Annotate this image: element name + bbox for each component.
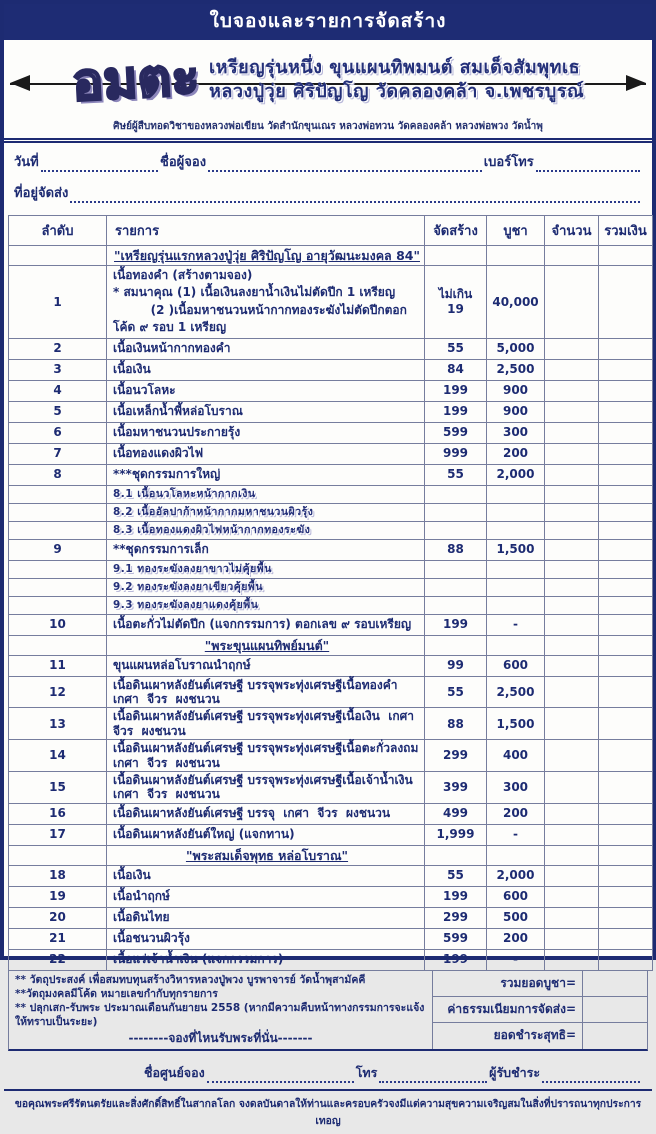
summary-row: [433, 997, 647, 1023]
table-row: [9, 676, 653, 708]
cell-desc: เนื้อดินเผาหลังยันต์เศรษฐี บรรจุ เกศา จีวร ผงชนวน: [107, 803, 425, 824]
cell-made: 399: [425, 771, 487, 803]
cell-qty[interactable]: [545, 949, 599, 970]
summary-net-value[interactable]: [582, 1023, 647, 1048]
section-row: [9, 845, 653, 865]
header-subtitle-2: หลวงปู่วุ่ย ศิริปัญโญ วัดคลองคล้า จ.เพชรบูรณ์: [208, 80, 585, 102]
form-title: ใบจองและรายการจัดสร้าง: [209, 10, 447, 32]
cell-price: [487, 521, 545, 539]
table-row: [9, 401, 653, 422]
table-row: [9, 740, 653, 772]
address-label: ที่อยู่จัดส่ง: [14, 186, 69, 201]
cell-total[interactable]: [599, 907, 653, 928]
cell-made: 599: [425, 928, 487, 949]
cell-no: 6: [9, 422, 107, 443]
cell-no: 16: [9, 803, 107, 824]
cell-desc: เนื้อตะกั่วไม่ตัดปีก (แจกกรรมการ) ตอกเลข ๙ รอบเหรียญ: [107, 614, 425, 635]
cell-no: 2: [9, 338, 107, 359]
table-row: [9, 539, 653, 560]
table-row: [9, 422, 653, 443]
cell-price: 600: [487, 886, 545, 907]
cell-desc: เนื้อดินไทย: [107, 907, 425, 928]
cell-desc: เนื้อนวโลหะ: [107, 380, 425, 401]
cell-made: [425, 560, 487, 578]
section-header: "เหรียญรุ่นแรกหลวงปู่วุ่ย ศิริปัญโญ อายุวัฒนะมงคล 84": [107, 246, 425, 266]
table-row: [9, 907, 653, 928]
section-header: "พระสมเด็จพุทธ หล่อโบราณ": [107, 845, 425, 865]
cell-no: 19: [9, 886, 107, 907]
cell-desc: เนื้อเหล็กน้ำพี้หล่อโบราณ: [107, 401, 425, 422]
cell-qty[interactable]: [545, 676, 599, 708]
cell-total[interactable]: [599, 246, 653, 266]
orderer-name-label: ชื่อผู้จอง: [160, 155, 207, 170]
cell-desc: เนื้อเงิน: [107, 359, 425, 380]
cell-qty[interactable]: [545, 578, 599, 596]
cell-no: 9: [9, 539, 107, 560]
cell-made: 199: [425, 401, 487, 422]
section-header: "พระขุนแผนทิพย์มนต์": [107, 635, 425, 655]
cell-total[interactable]: [599, 443, 653, 464]
cell-total[interactable]: [599, 803, 653, 824]
cell-qty[interactable]: [545, 401, 599, 422]
cell-no: 4: [9, 380, 107, 401]
table-row: [9, 560, 653, 578]
cell-desc: เนื้อนำฤกษ์: [107, 886, 425, 907]
cell-no: 22: [9, 949, 107, 970]
table-row: [9, 771, 653, 803]
cell-total[interactable]: [599, 596, 653, 614]
cell-desc: เนื้อทองคำ (สร้างตามจอง) * สมนาคุณ (1) เนื้อเงินลงยาน้ำเงินไม่ตัดปีก 1 เหรียญ (2 )เนื้อมหาชนวนหน้ากากทองระฆังไม่ตัดปีกตอกโค้ด ๙ รอบ 1 เหรียญ: [107, 266, 425, 339]
cell-desc: เนื้อดินเผาหลังยันต์เศรษฐี บรรจุพระทุ่งเศรษฐีเนื้อเจ้าน้ำเงิน เกศา จีวร ผงชนวน: [107, 771, 425, 803]
header-subtitles: [209, 58, 584, 102]
cell-price: -: [487, 824, 545, 845]
table-row: [9, 886, 653, 907]
cell-made: [425, 845, 487, 865]
cell-price: 2,000: [487, 865, 545, 886]
cell-made: 88: [425, 539, 487, 560]
cell-price: 5,000: [487, 338, 545, 359]
payee-label: ผู้รับชำระ: [489, 1064, 541, 1080]
cell-total[interactable]: [599, 635, 653, 655]
section-row: [9, 635, 653, 655]
table-row: [9, 824, 653, 845]
cell-total[interactable]: [599, 578, 653, 596]
cell-desc: 8.1 เนื้อนวโลหะหน้ากากเงิน: [107, 485, 425, 503]
cell-price: [487, 596, 545, 614]
cell-desc: ***ชุดกรรมการใหญ่: [107, 464, 425, 485]
cell-qty[interactable]: [545, 246, 599, 266]
cell-made: [425, 521, 487, 539]
cell-total[interactable]: [599, 655, 653, 676]
header-credits: ศิษย์ผู้สืบทอดวิชาของหลวงพ่อเขียน วัดสำนักขุนเณร หลวงพ่อทวน วัดคลองคล้า หลวงพ่อพวง วัดน้ำพุ: [113, 121, 543, 132]
cell-no: 11: [9, 655, 107, 676]
summary-shipping-value[interactable]: [582, 997, 647, 1022]
cell-desc: 9.3 ทองระฆังลงยาแดงคุ้ยพื้น: [107, 596, 425, 614]
right-arrow-icon: [626, 75, 646, 91]
center-name-label: ชื่อศูนย์จอง: [144, 1064, 205, 1080]
cell-no: 12: [9, 676, 107, 708]
cell-desc: เนื้อเงิน: [107, 865, 425, 886]
summary-box: [432, 971, 647, 1049]
cell-total[interactable]: [599, 771, 653, 803]
cell-made: [425, 596, 487, 614]
form-header: [4, 4, 652, 143]
cell-price: 900: [487, 380, 545, 401]
cell-no: [9, 503, 107, 521]
cell-no: [9, 485, 107, 503]
orderer-info-line2: [14, 182, 642, 203]
date-label: วันที่: [14, 155, 39, 170]
summary-row: [433, 1023, 647, 1048]
cell-no: 18: [9, 865, 107, 886]
cell-desc: เนื้อดินเผาหลังยันต์ใหญ่ (แจกทาน): [107, 824, 425, 845]
cell-total[interactable]: [599, 485, 653, 503]
cell-total[interactable]: [599, 845, 653, 865]
note-code: **วัตถุมงคลมีโค้ด หมายเลขกำกับทุกรายการ: [15, 987, 218, 1000]
cell-desc: ขุนแผนหล่อโบราณนำฤกษ์: [107, 655, 425, 676]
cell-made: 55: [425, 676, 487, 708]
cell-desc: 8.2 เนื้ออัลปาก้าหน้ากากมหาชนวนผิวรุ้ง: [107, 503, 425, 521]
cell-no: 20: [9, 907, 107, 928]
cell-price: 300: [487, 422, 545, 443]
table-row: [9, 614, 653, 635]
phone-field[interactable]: [536, 157, 640, 172]
reserve-pickup-line: --------จองที่ไหนรับพระที่นั่น-------: [128, 1031, 313, 1046]
payee-field[interactable]: [542, 1068, 640, 1083]
cell-qty[interactable]: [545, 635, 599, 655]
cell-qty[interactable]: [545, 464, 599, 485]
cell-made: 599: [425, 422, 487, 443]
cell-desc: **ชุดกรรมการเล็ก: [107, 539, 425, 560]
cell-no: [9, 845, 107, 865]
cell-qty[interactable]: [545, 740, 599, 772]
cell-price: 900: [487, 401, 545, 422]
cell-made: 199: [425, 614, 487, 635]
cell-no: 5: [9, 401, 107, 422]
center-name-field[interactable]: [207, 1068, 354, 1083]
cell-no: [9, 246, 107, 266]
cell-total[interactable]: [599, 521, 653, 539]
cell-desc: เนื้อทองแดงผิวไฟ: [107, 443, 425, 464]
table-row: [9, 521, 653, 539]
cell-made: 1,999: [425, 824, 487, 845]
cell-desc: 9.2 ทองระฆังลงยาเขียวคุ้ยพื้น: [107, 578, 425, 596]
cell-desc: เนื้อดินเผาหลังยันต์เศรษฐี บรรจุพระทุ่งเศรษฐีเนื้อทองคำ เกศา จีวร ผงชนวน: [107, 676, 425, 708]
cell-made: [425, 485, 487, 503]
table-row: [9, 803, 653, 824]
cell-total[interactable]: [599, 676, 653, 708]
cell-total[interactable]: [599, 560, 653, 578]
col-header-price: บูชา: [487, 216, 545, 246]
header-logo-row: [4, 40, 652, 116]
cell-qty[interactable]: [545, 708, 599, 740]
cell-no: 3: [9, 359, 107, 380]
cell-price: 200: [487, 443, 545, 464]
table-row: [9, 865, 653, 886]
col-header-made: จัดสร้าง: [425, 216, 487, 246]
center-sign-line: [144, 1063, 642, 1083]
cell-total[interactable]: [599, 422, 653, 443]
cell-qty[interactable]: [545, 266, 599, 339]
cell-qty[interactable]: [545, 560, 599, 578]
summary-net-label: ยอดชำระสุทธิ=: [493, 1028, 576, 1043]
cell-no: [9, 560, 107, 578]
cell-desc: 9.1 ทองระฆังลงยาขาวไม่คุ้ยพื้น: [107, 560, 425, 578]
cell-no: [9, 578, 107, 596]
cell-total[interactable]: [599, 928, 653, 949]
cell-qty[interactable]: [545, 655, 599, 676]
cell-made: [425, 246, 487, 266]
cell-made: 199: [425, 380, 487, 401]
table-row: [9, 464, 653, 485]
cell-total[interactable]: [599, 464, 653, 485]
section-row: [9, 246, 653, 266]
table-row: [9, 655, 653, 676]
cell-qty[interactable]: [545, 503, 599, 521]
cell-price: 600: [487, 655, 545, 676]
summary-shipping-label: ค่าธรรมเนียมการจัดส่ง=: [447, 1001, 576, 1016]
date-field[interactable]: [41, 157, 158, 172]
phone-label: เบอร์โทร: [483, 155, 534, 170]
cell-desc: เนื้อดินเผาหลังยันต์เศรษฐี บรรจุพระทุ่งเศรษฐีเนื้อตะกั่วลงถม เกศา จีวร ผงชนวน: [107, 740, 425, 772]
cell-total[interactable]: [599, 708, 653, 740]
cell-made: 299: [425, 740, 487, 772]
center-tel-label: โทร: [355, 1064, 378, 1080]
cell-total[interactable]: [599, 503, 653, 521]
col-header-quantity: จำนวน: [545, 216, 599, 246]
cell-made: [425, 578, 487, 596]
cell-made: 299: [425, 907, 487, 928]
cell-made: 55: [425, 338, 487, 359]
cell-made: 55: [425, 865, 487, 886]
address-field[interactable]: [70, 188, 640, 203]
cell-no: 8: [9, 464, 107, 485]
table-row: [9, 578, 653, 596]
cell-made: 99: [425, 655, 487, 676]
cell-price: 2,500: [487, 359, 545, 380]
cell-price: 200: [487, 803, 545, 824]
cell-total[interactable]: [599, 614, 653, 635]
orderer-info-line1: [14, 151, 642, 172]
footer-notes: [9, 971, 432, 1049]
cell-no: 14: [9, 740, 107, 772]
cell-total[interactable]: [599, 338, 653, 359]
cell-price: 1,500: [487, 539, 545, 560]
cell-price: [487, 246, 545, 266]
cell-qty[interactable]: [545, 771, 599, 803]
cell-total[interactable]: [599, 380, 653, 401]
table-header-row: [9, 216, 653, 246]
note-purpose: ** วัตถุประสงค์ เพื่อสมทบทุนสร้างวิหารหลวงปู่พวง บูรพาจารย์ วัดน้ำพุสามัคคี: [15, 973, 366, 986]
cell-price: [487, 578, 545, 596]
table-row: [9, 708, 653, 740]
cell-price: -: [487, 949, 545, 970]
center-tel-field[interactable]: [379, 1068, 487, 1083]
table-row: [9, 503, 653, 521]
cell-no: 15: [9, 771, 107, 803]
form-title-bar: [4, 4, 652, 40]
cell-qty[interactable]: [545, 865, 599, 886]
cell-no: 10: [9, 614, 107, 635]
cell-qty[interactable]: [545, 824, 599, 845]
cell-made: 999: [425, 443, 487, 464]
cell-qty[interactable]: [545, 928, 599, 949]
cell-qty[interactable]: [545, 521, 599, 539]
cell-total[interactable]: [599, 539, 653, 560]
blessing-line: ขอคุณพระศรีรัตนตรัยและสิ่งศักดิ์สิทธิ์ในสากลโลก จงดลบันดาลให้ท่านและครอบครัวจงมีแต่ความสุขความเจริญสมในสิ่งที่ปรารถนาทุกประการ เทอญ: [4, 1089, 652, 1134]
cell-price: 40,000: [487, 266, 545, 339]
order-table-body: [9, 246, 653, 971]
cell-no: [9, 596, 107, 614]
cell-qty[interactable]: [545, 596, 599, 614]
col-header-index: ลำดับ: [9, 216, 107, 246]
footer-notes-summary: [8, 971, 648, 1051]
cell-no: 17: [9, 824, 107, 845]
cell-no: 21: [9, 928, 107, 949]
order-table-wrap: [4, 215, 652, 971]
cell-made: 88: [425, 708, 487, 740]
cell-price: [487, 845, 545, 865]
cell-total[interactable]: [599, 266, 653, 339]
cell-total[interactable]: [599, 359, 653, 380]
cell-qty[interactable]: [545, 422, 599, 443]
cell-made: 55: [425, 464, 487, 485]
cell-no: 7: [9, 443, 107, 464]
cell-qty[interactable]: [545, 907, 599, 928]
cell-total[interactable]: [599, 401, 653, 422]
cell-made: 499: [425, 803, 487, 824]
cell-made: [425, 503, 487, 521]
cell-price: 200: [487, 928, 545, 949]
cell-price: -: [487, 614, 545, 635]
table-row: [9, 485, 653, 503]
cell-qty[interactable]: [545, 485, 599, 503]
summary-total-label: รวมยอดบูชา=: [500, 975, 576, 990]
table-row: [9, 266, 653, 339]
cell-made: 84: [425, 359, 487, 380]
cell-qty[interactable]: [545, 443, 599, 464]
cell-price: 500: [487, 907, 545, 928]
cell-desc: เนื้อชนวนผิวรุ้ง: [107, 928, 425, 949]
cell-price: 2,000: [487, 464, 545, 485]
cell-total[interactable]: [599, 740, 653, 772]
summary-total-value[interactable]: [582, 971, 647, 996]
cell-qty[interactable]: [545, 803, 599, 824]
table-row: [9, 949, 653, 970]
cell-no: [9, 521, 107, 539]
col-header-item: รายการ: [107, 216, 425, 246]
cell-price: [487, 503, 545, 521]
table-row: [9, 338, 653, 359]
orderer-name-field[interactable]: [208, 157, 482, 172]
cell-qty[interactable]: [545, 338, 599, 359]
order-table: [8, 215, 653, 971]
cell-qty[interactable]: [545, 359, 599, 380]
cell-desc: เนื้อแร่เจ้าน้ำเงิน (แจกกรรมการ): [107, 949, 425, 970]
cell-price: [487, 485, 545, 503]
col-header-total: รวมเงิน: [599, 216, 653, 246]
cell-total[interactable]: [599, 949, 653, 970]
cell-no: 1: [9, 266, 107, 339]
cell-qty[interactable]: [545, 886, 599, 907]
cell-price: [487, 635, 545, 655]
cell-price: 2,500: [487, 676, 545, 708]
cell-no: 13: [9, 708, 107, 740]
table-row: [9, 596, 653, 614]
cell-made: 199: [425, 886, 487, 907]
cell-qty[interactable]: [545, 539, 599, 560]
orderer-info-area: [4, 143, 652, 215]
cell-made: ไม่เกิน 19: [425, 266, 487, 339]
cell-made: 199: [425, 949, 487, 970]
brand-logo: อมตะ: [70, 46, 201, 114]
table-row: [9, 928, 653, 949]
table-row: [9, 443, 653, 464]
header-subtitle-1: เหรียญรุ่นหนึ่ง ขุนแผนทิพมนต์ สมเด็จสัมพุทเธ: [208, 56, 581, 78]
cell-price: [487, 560, 545, 578]
summary-row: [433, 971, 647, 997]
cell-qty[interactable]: [545, 380, 599, 401]
note-ceremony: ** ปลุกเสก-รับพระ ประมาณเดือนกันยายน 2558 (หากมีความคืบหน้าทางกรรมการจะแจ้งให้ทราบเป็นระยะ): [15, 1002, 425, 1029]
cell-total[interactable]: [599, 865, 653, 886]
cell-desc: 8.3 เนื้อทองแดงผิวไฟหน้ากากทองระฆัง: [107, 521, 425, 539]
cell-qty[interactable]: [545, 614, 599, 635]
cell-desc: เนื้อเงินหน้ากากทองคำ: [107, 338, 425, 359]
cell-total[interactable]: [599, 824, 653, 845]
table-row: [9, 380, 653, 401]
cell-price: 300: [487, 771, 545, 803]
cell-price: 400: [487, 740, 545, 772]
cell-desc: เนื้อมหาชนวนประกายรุ้ง: [107, 422, 425, 443]
table-row: [9, 359, 653, 380]
left-arrow-icon: [10, 75, 30, 91]
cell-qty[interactable]: [545, 845, 599, 865]
cell-desc: เนื้อดินเผาหลังยันต์เศรษฐี บรรจุพระทุ่งเศรษฐีเนื้อเงิน เกศา จีวร ผงชนวน: [107, 708, 425, 740]
cell-no: [9, 635, 107, 655]
cell-made: [425, 635, 487, 655]
cell-total[interactable]: [599, 886, 653, 907]
cell-price: 1,500: [487, 708, 545, 740]
